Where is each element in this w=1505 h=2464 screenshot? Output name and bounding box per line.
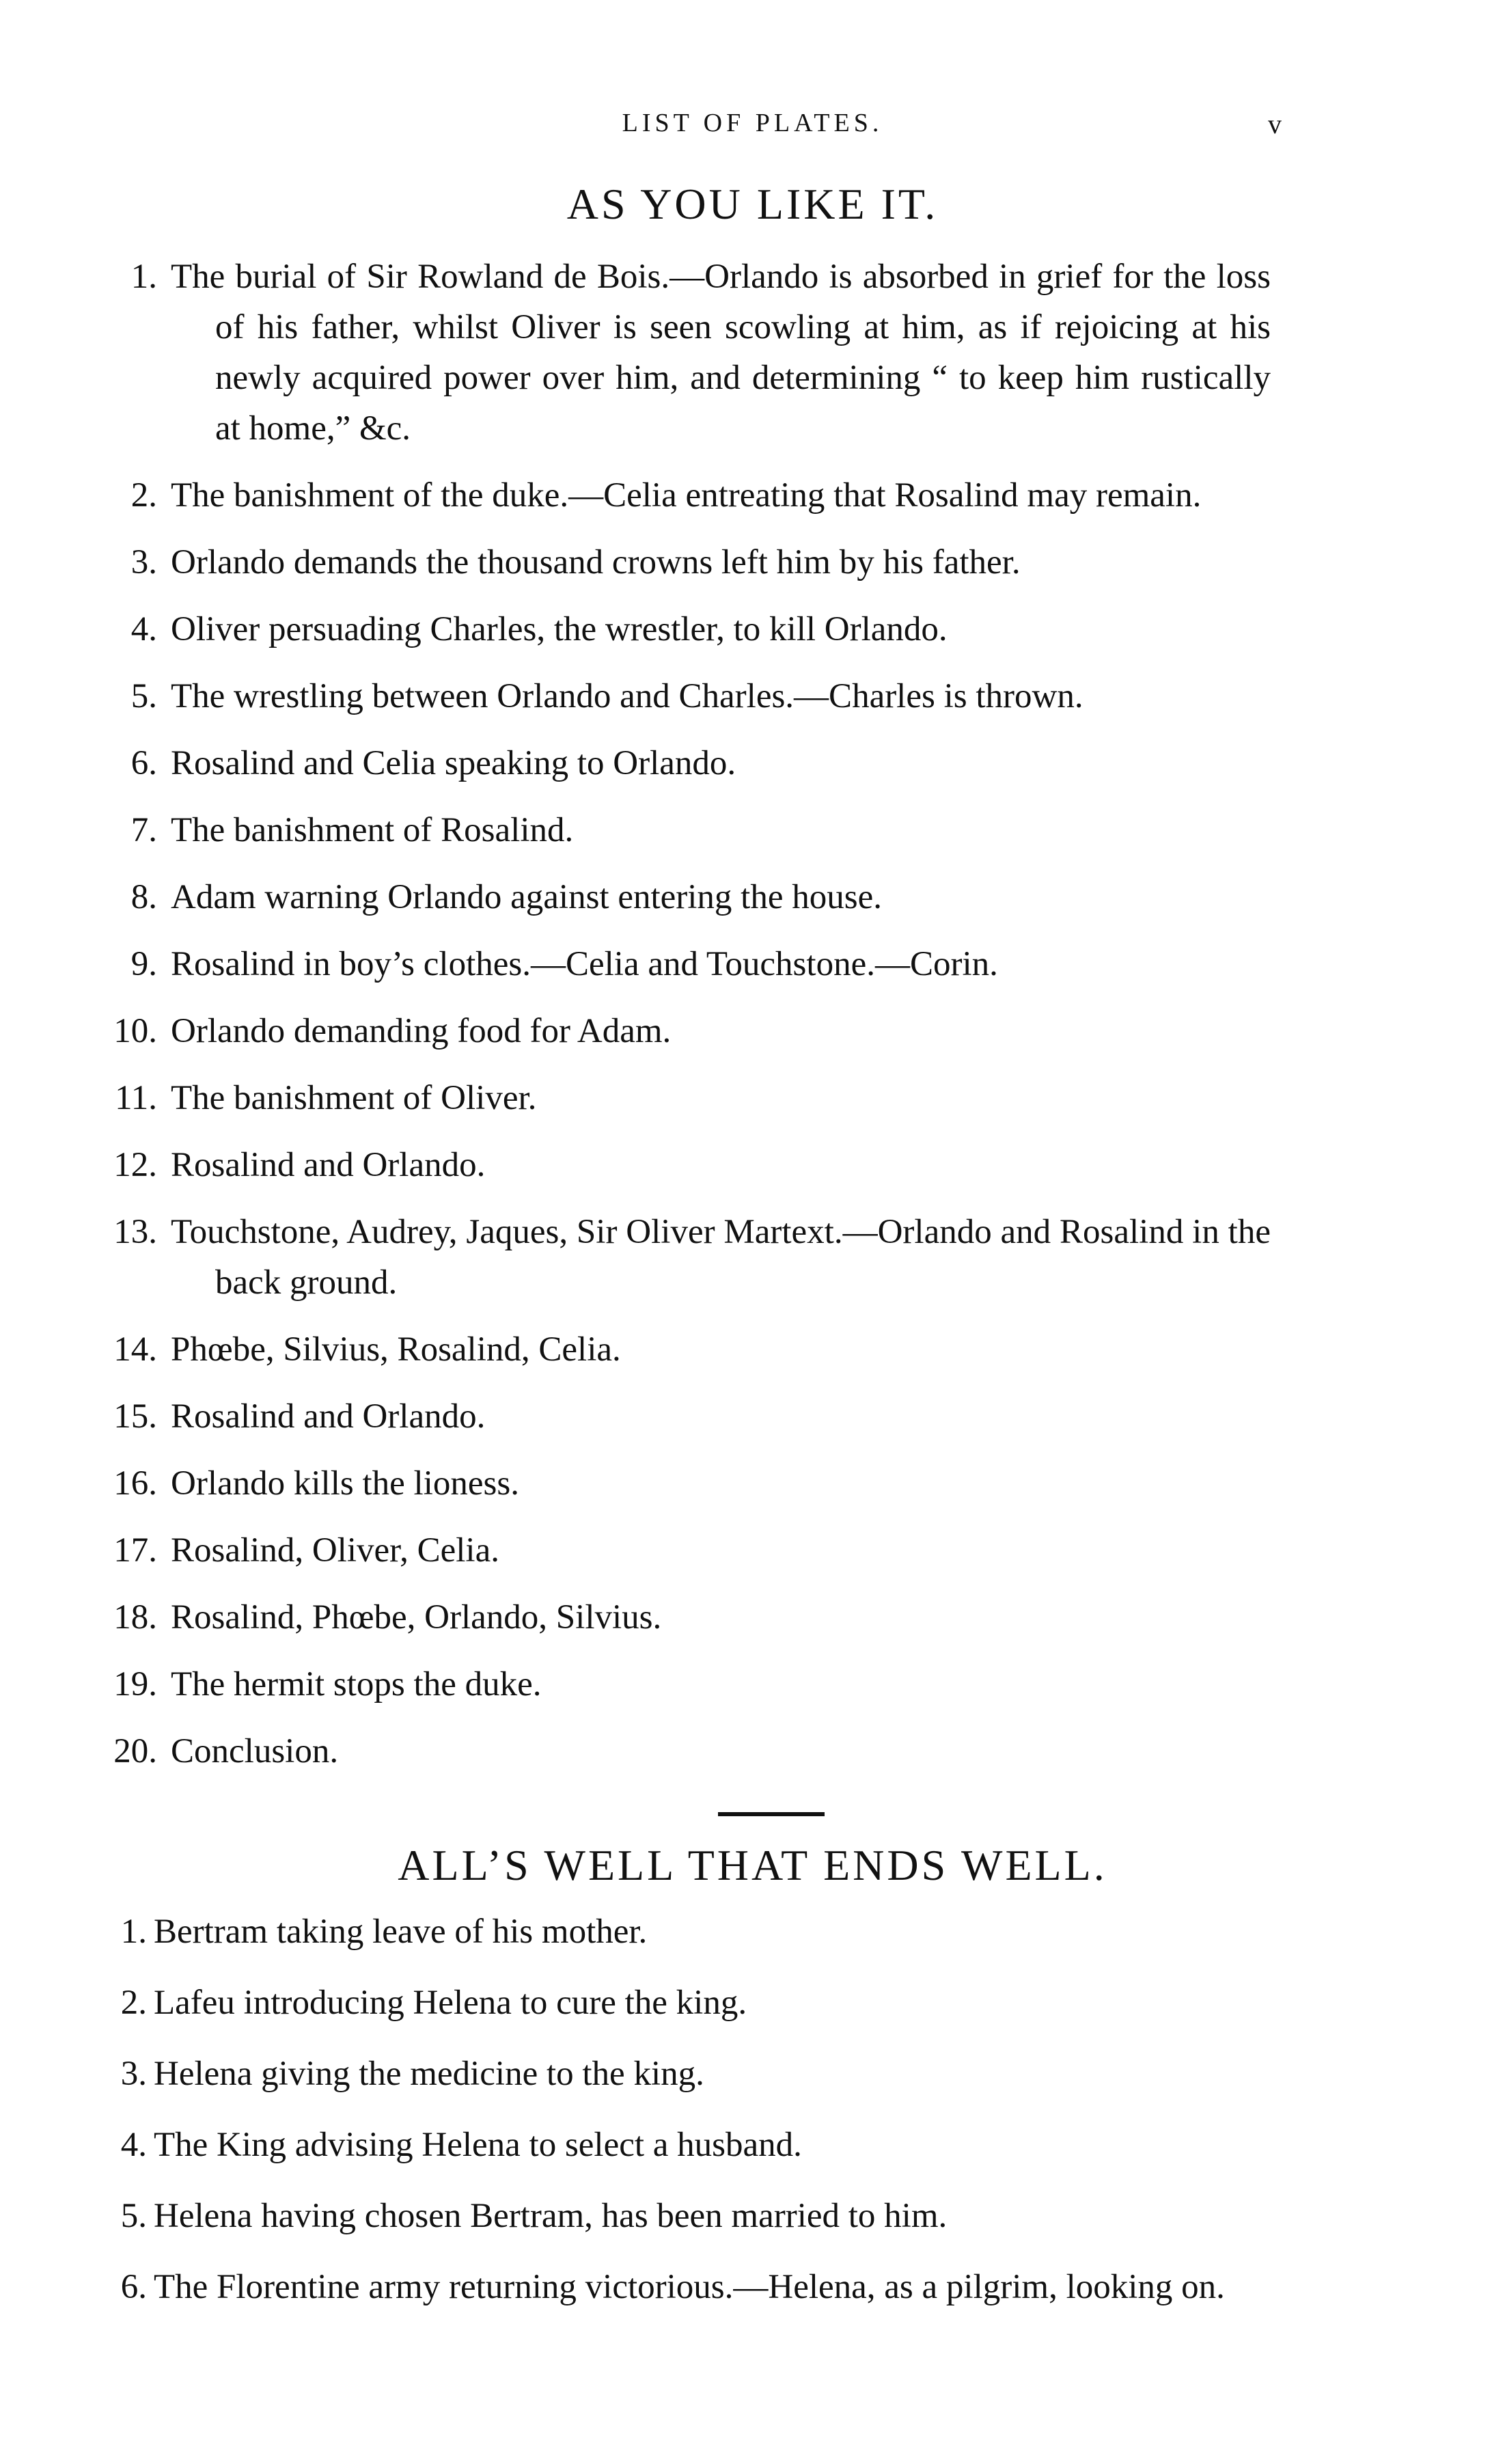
plate-list-item <box>96 1324 1271 1375</box>
plate-list-item <box>96 470 1271 521</box>
plate-number: 15. <box>113 1397 157 1436</box>
plate-description: Orlando kills the lioness. <box>171 1464 519 1503</box>
page-number: v <box>1268 109 1282 139</box>
plate-number: 19. <box>113 1665 157 1703</box>
plate-list-item <box>96 251 1271 454</box>
plate-description: Rosalind and Celia speaking to Orlando. <box>171 744 736 782</box>
plate-number: 20. <box>113 1732 157 1770</box>
plate-number: 1. <box>130 258 157 296</box>
plate-description: The banishment of Rosalind. <box>171 811 574 849</box>
section-title-alls-well: ALL’S WELL THAT ENDS WELL. <box>398 1841 1107 1889</box>
plate-number: 17. <box>113 1531 157 1570</box>
plate-description: Bertram taking leave of his mother. <box>154 1913 648 1951</box>
plate-list-as-you-like-it <box>96 251 1271 1793</box>
plate-list-item <box>85 2191 1254 2241</box>
plate-list-item <box>96 1592 1271 1643</box>
plate-number: 5. <box>120 2197 147 2235</box>
plate-description: Rosalind in boy’s clothes.—Celia and Touchstone.—Corin. <box>171 945 998 983</box>
plate-list-item <box>85 1977 1254 2028</box>
plate-description: Conclusion. <box>171 1732 339 1770</box>
plate-description: Oliver persuading Charles, the wrestler, to kill Orlando. <box>171 610 948 648</box>
plate-list-item <box>96 1140 1271 1190</box>
plate-number: 11. <box>115 1079 157 1117</box>
plate-number: 1. <box>120 1913 147 1951</box>
plate-description: Rosalind and Orlando. <box>171 1146 486 1184</box>
plate-description: The burial of Sir Rowland de Bois.—Orlando is absorbed in grief for the loss of his father, whilst Oliver is seen scowling at him, as if rejoicing at his newly acquired power over him, and determining “ to keep him rustically at home,” &c. <box>171 258 1271 448</box>
plate-number: 6. <box>130 744 157 782</box>
plate-description: The King advising Helena to select a husband. <box>154 2126 802 2164</box>
plate-number: 7. <box>130 811 157 849</box>
plate-description: Phœbe, Silvius, Rosalind, Celia. <box>171 1330 621 1369</box>
plate-number: 16. <box>113 1464 157 1503</box>
running-header <box>0 108 1505 149</box>
plate-list-item <box>96 537 1271 588</box>
section-divider <box>718 1812 825 1816</box>
plate-number: 10. <box>113 1012 157 1050</box>
plate-number: 6. <box>120 2268 147 2306</box>
plate-description: The wrestling between Orlando and Charles.—Charles is thrown. <box>171 677 1083 715</box>
plate-list-item <box>85 1906 1254 1957</box>
plate-list-item <box>96 1073 1271 1123</box>
plate-description: Lafeu introducing Helena to cure the king. <box>154 1984 747 2022</box>
plate-description: Touchstone, Audrey, Jaques, Sir Oliver Martext.—Orlando and Rosalind in the back ground. <box>171 1213 1271 1302</box>
plate-number: 8. <box>130 878 157 916</box>
plate-description: Helena giving the medicine to the king. <box>154 2055 704 2093</box>
plate-description: Orlando demands the thousand crowns left him by his father. <box>171 543 1021 581</box>
plate-description: The banishment of Oliver. <box>171 1079 537 1117</box>
section-title-as-you-like-it: AS YOU LIKE IT. <box>566 180 939 228</box>
plate-list-item <box>85 2049 1254 2099</box>
plate-number: 18. <box>113 1598 157 1637</box>
plate-list-item <box>96 805 1271 855</box>
plate-list-item <box>96 738 1271 789</box>
plate-number: 3. <box>130 543 157 581</box>
plate-list-item <box>96 1525 1271 1576</box>
plate-description: Orlando demanding food for Adam. <box>171 1012 672 1050</box>
plate-list-item <box>96 604 1271 655</box>
plate-description: Rosalind, Oliver, Celia. <box>171 1531 499 1570</box>
plate-number: 14. <box>113 1330 157 1369</box>
plate-list-item <box>96 1207 1271 1308</box>
plate-list-item <box>96 939 1271 989</box>
plate-list-item <box>96 872 1271 922</box>
plate-list-alls-well <box>85 1906 1254 2333</box>
plate-description: Helena having chosen Bertram, has been married to him. <box>154 2197 948 2235</box>
plate-number: 5. <box>130 677 157 715</box>
plate-list-item <box>96 1391 1271 1442</box>
plate-number: 4. <box>130 610 157 648</box>
plate-description: Rosalind, Phœbe, Orlando, Silvius. <box>171 1598 662 1637</box>
plate-list-item <box>96 1458 1271 1509</box>
plate-description: The banishment of the duke.—Celia entreating that Rosalind may remain. <box>171 476 1202 515</box>
plate-list-item <box>96 1006 1271 1056</box>
plate-list-item <box>85 2262 1254 2312</box>
plate-number: 9. <box>130 945 157 983</box>
plate-number: 13. <box>113 1213 157 1251</box>
plate-description: The hermit stops the duke. <box>171 1665 542 1703</box>
plate-number: 12. <box>113 1146 157 1184</box>
plate-number: 3. <box>120 2055 147 2093</box>
plate-list-item <box>96 1726 1271 1777</box>
plate-number: 2. <box>120 1984 147 2022</box>
plate-description: The Florentine army returning victorious.—Helena, as a pilgrim, looking on. <box>154 2268 1225 2306</box>
plate-number: 2. <box>130 476 157 515</box>
running-title: LIST OF PLATES. <box>622 109 883 137</box>
plate-list-item <box>96 1659 1271 1710</box>
plate-list-item <box>96 671 1271 722</box>
plate-description: Rosalind and Orlando. <box>171 1397 486 1436</box>
plate-list-item <box>85 2120 1254 2170</box>
plate-number: 4. <box>120 2126 147 2164</box>
plate-description: Adam warning Orlando against entering the house. <box>171 878 882 916</box>
